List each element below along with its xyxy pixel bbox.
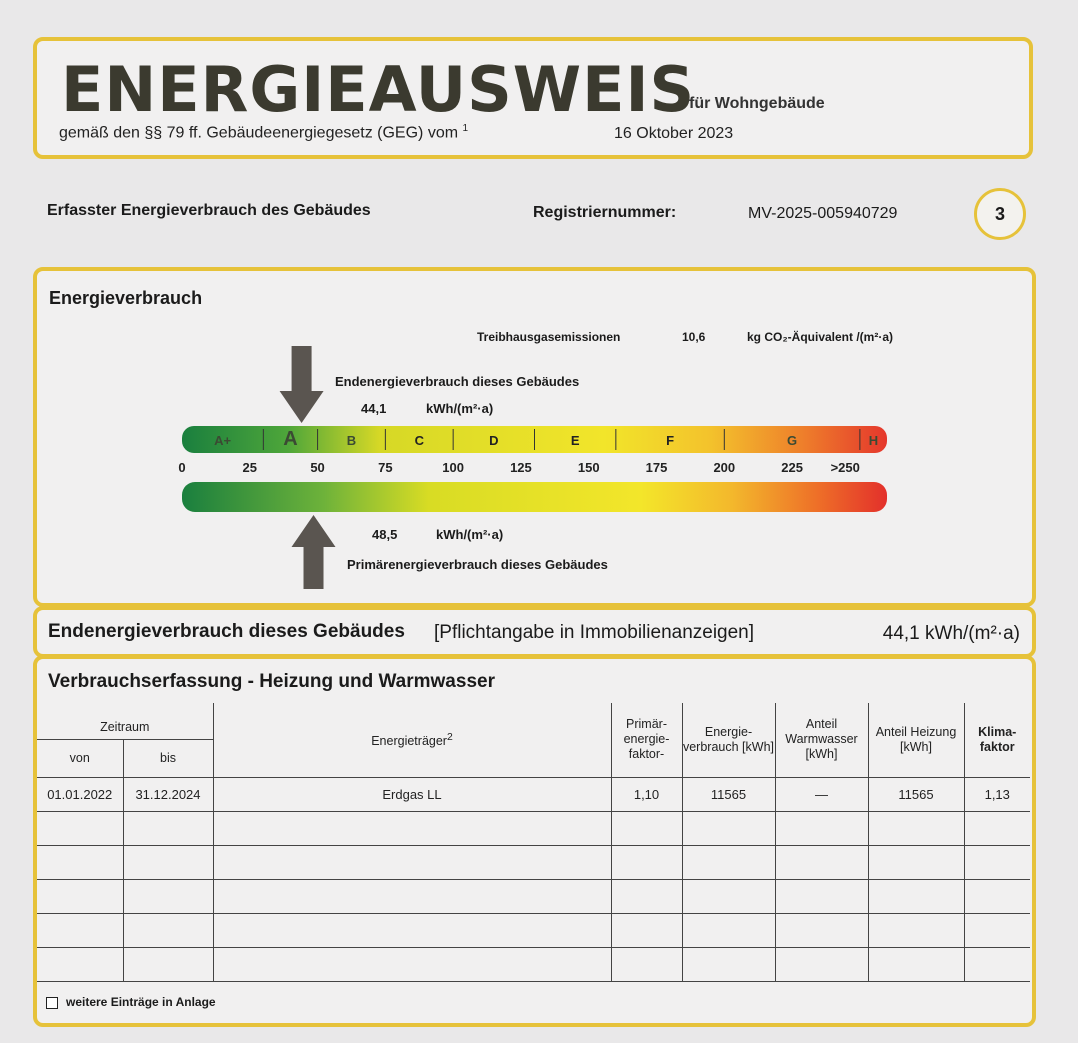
heating-header: Anteil Heizung [kWh] [868,703,964,777]
mandatory-note: [Pflichtangabe in Immobilienanzeigen] [434,622,755,643]
climate-factor-header: Klima-faktor [964,703,1030,777]
law-date: 16 Oktober 2023 [614,125,734,142]
class-label: F [666,433,675,448]
page-number-badge: 3 [974,188,1026,240]
primary-energy-unit: kWh/(m²·a) [436,527,504,542]
period-header: Zeitraum [37,703,213,739]
final-energy-label: Endenergieverbrauch dieses Gebäudes [335,374,580,389]
table-row-empty [37,913,1030,947]
class-label: A+ [214,433,232,448]
row-carrier: Erdgas LL [213,777,611,811]
consumption-table [37,703,1030,982]
subtitle-footnote: 1 [462,123,469,134]
to-header: bis [123,739,213,777]
tick-labels [178,460,860,475]
row-consumption: 11565 [682,777,775,811]
section-title: Erfasster Energieverbrauch des Gebäudes [47,202,371,219]
tick-label: 100 [442,460,465,475]
mandatory-value: 44,1 kWh/(m²·a) [882,623,1020,644]
final-energy-unit: kWh/(m²·a) [426,401,494,416]
final-energy-value: 44,1 [361,401,387,416]
row-climate-factor: 1,13 [964,777,1030,811]
carrier-header-label: Energieträger [371,734,447,749]
tick-label: 75 [378,460,393,475]
registration-label: Registriernummer: [533,204,677,221]
row-primary-factor: 1,10 [611,777,682,811]
arrows [280,346,336,589]
consumption-box [33,655,1036,1027]
tick-label: 175 [645,460,668,475]
document-title-suffix: für Wohngebäude [689,95,825,112]
document-title: ENERGIEAUSWEIS [61,53,696,126]
tick-label: 0 [178,460,186,475]
carrier-header [213,703,611,777]
ghg-value: 10,6 [682,330,706,344]
class-label: H [868,433,879,448]
class-label: C [414,433,424,448]
class-label: D [489,433,499,448]
subtitle-text: gemäß den §§ 79 ff. Gebäudeenergiegesetz (GEG) vom [59,124,459,142]
class-label: E [570,433,580,448]
row-hot-water: — [775,777,868,811]
tick-label: 125 [510,460,532,475]
mandatory-info-box [33,606,1036,658]
primary-energy-arrow [292,515,336,589]
row-heating: 11565 [868,777,964,811]
more-entries-label: weitere Einträge in Anlage [66,995,216,1009]
registration-number: MV-2025-005940729 [748,205,898,222]
tick-label: 225 [781,460,803,475]
class-label: A [283,428,298,450]
ghg-unit: kg CO₂-Äquivalent /(m²·a) [747,330,894,344]
tick-label: >250 [830,460,860,475]
row-from: 01.01.2022 [37,777,123,811]
tick-label: 150 [577,460,600,475]
hot-water-header: Anteil Warmwasser [kWh] [775,703,868,777]
primary-energy-label: Primärenergieverbrauch dieses Gebäudes [347,557,608,572]
tick-label: 50 [310,460,325,475]
scale-bar-bottom [182,482,887,512]
consumption-header: Energie-verbrauch [kWh] [682,703,775,777]
tick-label: 200 [713,460,736,475]
primary-factor-header: Primär-energie-faktor- [611,703,682,777]
carrier-footnote: 2 [446,732,453,744]
final-energy-arrow [280,346,324,423]
from-header: von [37,739,123,777]
table-row-empty [37,811,1030,845]
title-box [33,37,1033,159]
more-entries [46,995,216,1009]
table-row-empty [37,947,1030,981]
class-label: B [346,433,357,448]
mandatory-label: Endenergieverbrauch dieses Gebäudes [48,621,405,642]
consumption-heading: Verbrauchserfassung - Heizung und Warmwasser [48,671,495,692]
tick-label: 25 [242,460,258,475]
class-label: G [787,433,798,448]
table-row [37,777,1030,811]
document-subtitle [59,123,468,142]
primary-energy-value: 48,5 [372,527,398,542]
table-row-empty [37,879,1030,913]
energy-heading: Energieverbrauch [49,288,203,308]
energy-consumption-box [33,267,1036,607]
ghg-label: Treibhausgasemissionen [477,330,621,344]
table-row-empty [37,845,1030,879]
more-entries-checkbox[interactable] [46,997,58,1009]
row-to: 31.12.2024 [123,777,213,811]
